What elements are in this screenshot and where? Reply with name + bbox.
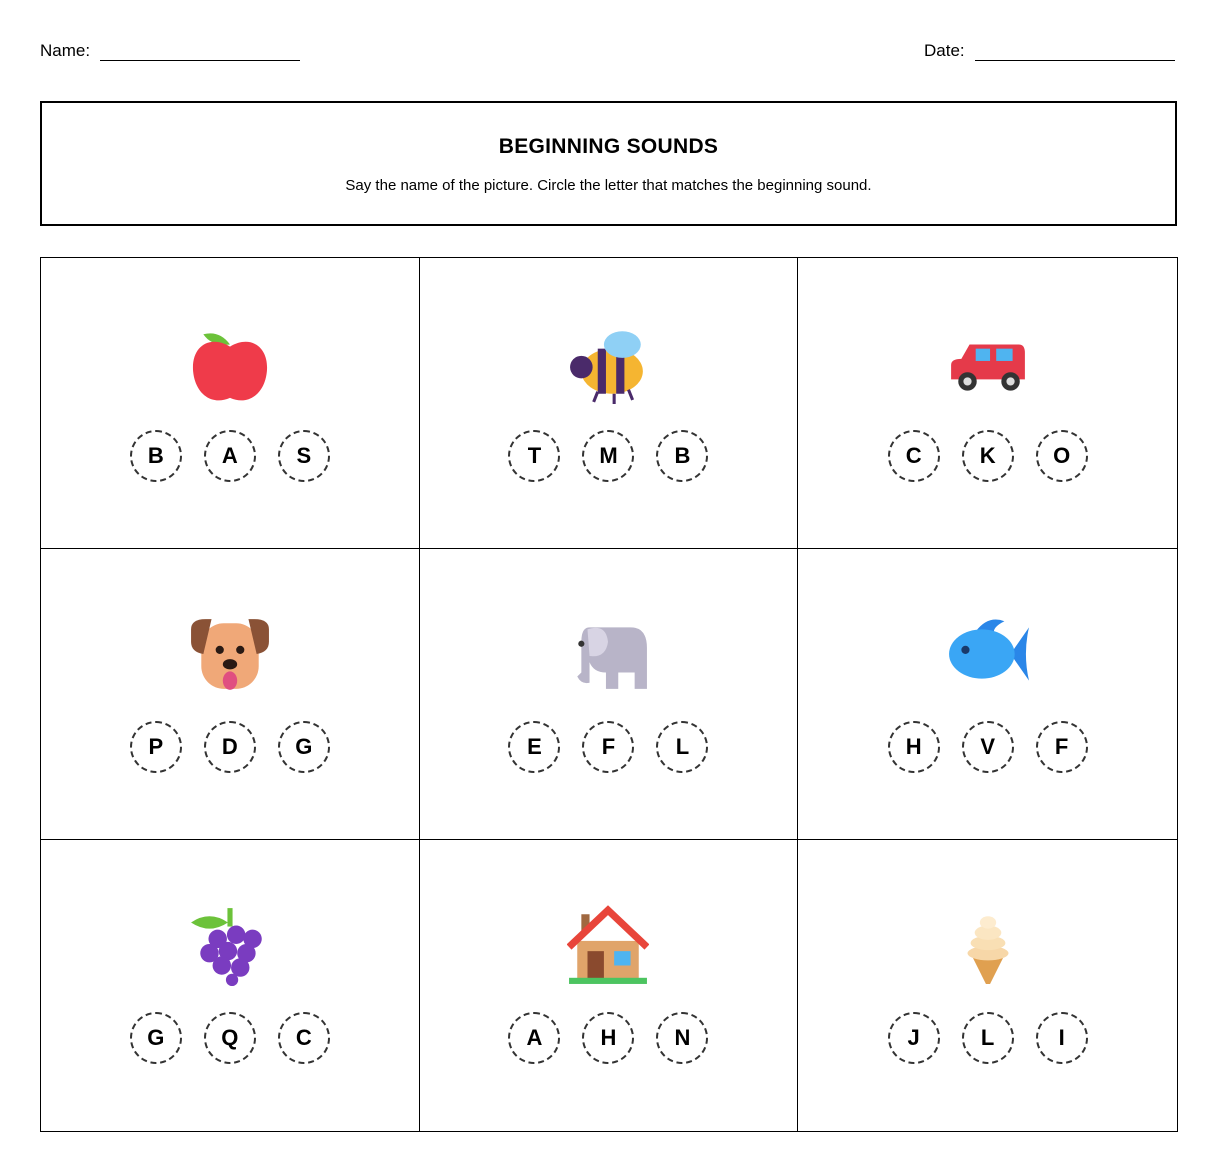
letter-option[interactable]: I	[1036, 1012, 1088, 1064]
grapes-icon	[189, 904, 271, 986]
picture-cell	[420, 840, 799, 1131]
letter-option[interactable]: Q	[204, 1012, 256, 1064]
picture-cell	[798, 258, 1177, 549]
letter-option[interactable]: G	[278, 721, 330, 773]
letter-option[interactable]: F	[582, 721, 634, 773]
letter-option[interactable]: B	[130, 430, 182, 482]
letter-option[interactable]: A	[508, 1012, 560, 1064]
letter-option[interactable]: V	[962, 721, 1014, 773]
letter-option[interactable]: F	[1036, 721, 1088, 773]
elephant-icon	[567, 613, 649, 695]
name-input-line[interactable]	[100, 40, 300, 61]
letter-option[interactable]: J	[888, 1012, 940, 1064]
bee-icon	[567, 322, 649, 404]
letter-option[interactable]: H	[888, 721, 940, 773]
picture-cell	[41, 258, 420, 549]
letter-option[interactable]: B	[656, 430, 708, 482]
house-icon	[567, 904, 649, 986]
picture-cell	[41, 840, 420, 1131]
apple-icon	[189, 322, 271, 404]
picture-cell	[420, 258, 799, 549]
worksheet-header	[40, 101, 1177, 226]
letter-option[interactable]: N	[656, 1012, 708, 1064]
date-label: Date:	[924, 41, 965, 60]
name-label: Name:	[40, 41, 91, 60]
letter-option[interactable]: M	[582, 430, 634, 482]
picture-cell	[420, 549, 799, 840]
letter-option[interactable]: P	[130, 721, 182, 773]
letter-option[interactable]: K	[962, 430, 1014, 482]
dog-icon	[189, 613, 271, 695]
worksheet-title: BEGINNING SOUNDS	[498, 135, 719, 158]
letter-option[interactable]: O	[1036, 430, 1088, 482]
letter-option[interactable]: C	[278, 1012, 330, 1064]
letter-option[interactable]: L	[656, 721, 708, 773]
letter-option[interactable]: G	[130, 1012, 182, 1064]
picture-cell	[798, 549, 1177, 840]
letter-option[interactable]: A	[204, 430, 256, 482]
letter-option[interactable]: D	[204, 721, 256, 773]
letter-option[interactable]: C	[888, 430, 940, 482]
date-field	[924, 40, 1175, 61]
picture-cell	[798, 840, 1177, 1131]
letter-option[interactable]: E	[508, 721, 560, 773]
picture-cell	[41, 549, 420, 840]
letter-option[interactable]: T	[508, 430, 560, 482]
picture-grid	[40, 257, 1178, 1132]
date-input-line[interactable]	[975, 40, 1175, 61]
car-icon	[947, 322, 1029, 404]
letter-option[interactable]: S	[278, 430, 330, 482]
worksheet-instructions: Say the name of the picture. Circle the letter that matches the beginning sound.	[345, 177, 872, 194]
fish-icon	[947, 613, 1029, 695]
letter-option[interactable]: H	[582, 1012, 634, 1064]
name-field	[40, 40, 300, 61]
letter-option[interactable]: L	[962, 1012, 1014, 1064]
ice-cream-icon	[947, 904, 1029, 986]
